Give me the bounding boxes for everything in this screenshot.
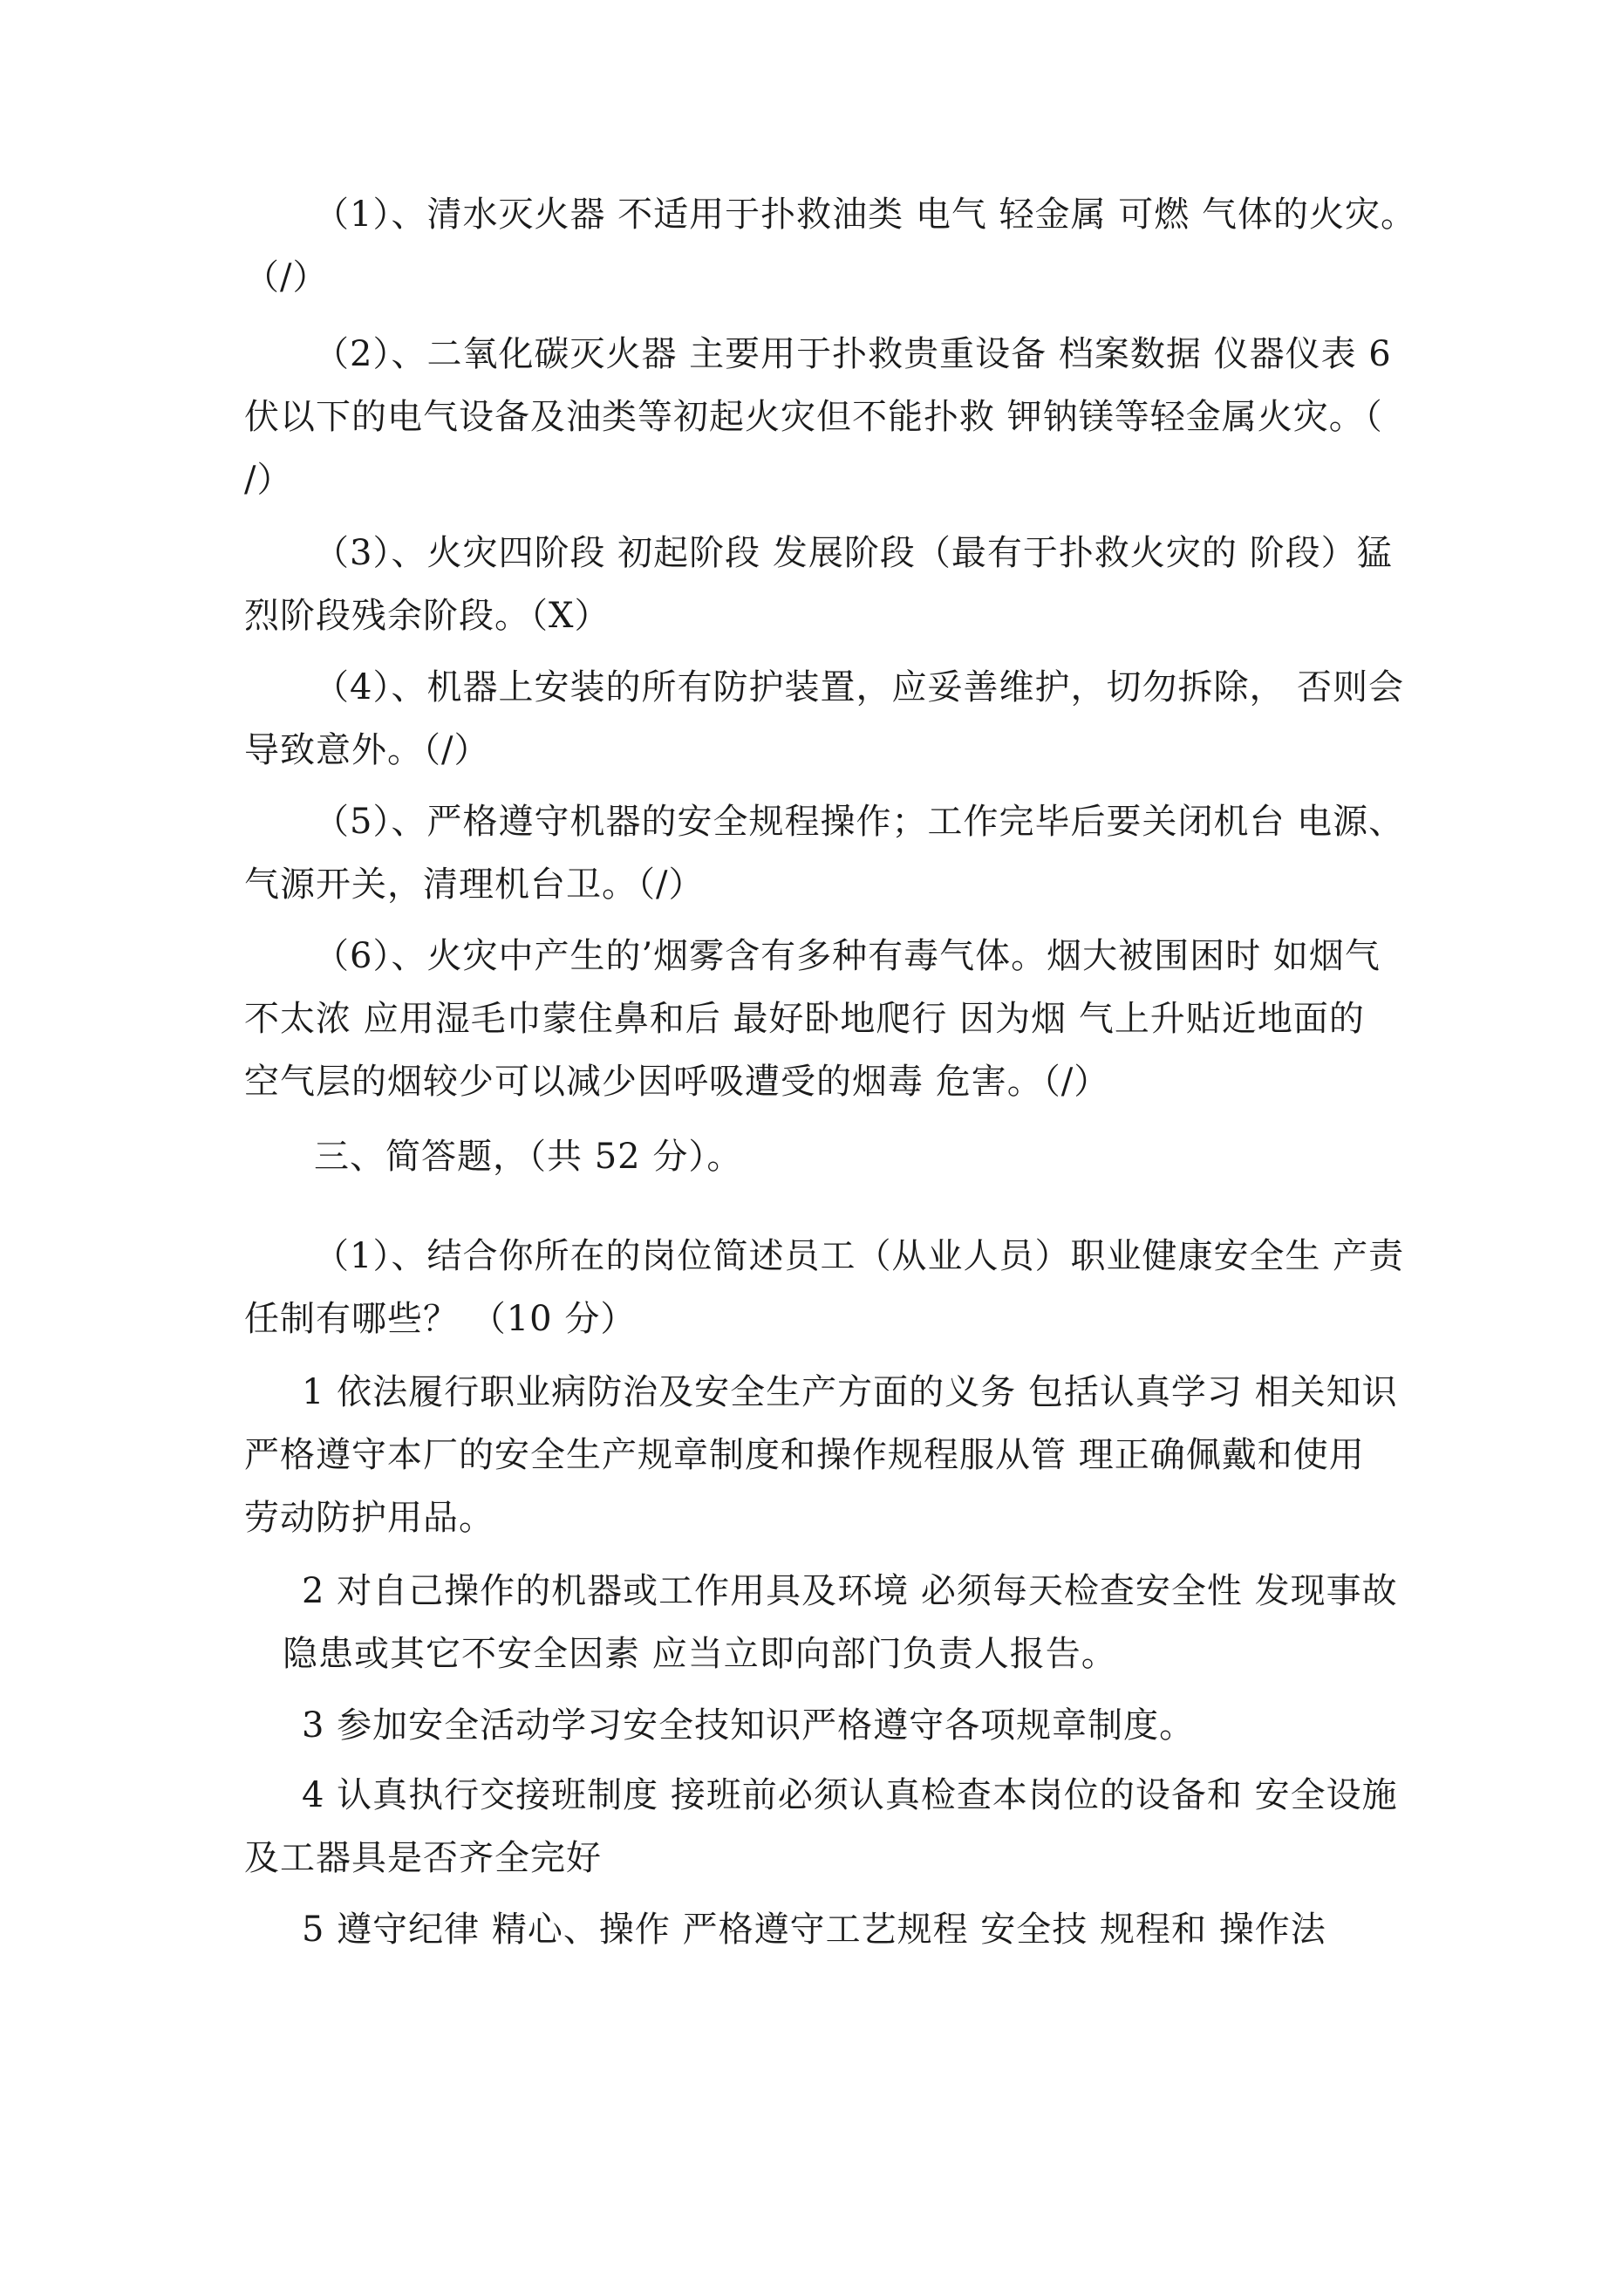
judgment-item-6-line-2: 不太浓 应用湿毛巾蒙住鼻和后 最好卧地爬行 因为烟 气上升贴近地面的	[244, 999, 1365, 1039]
judgment-item-1-line-2: （/）	[244, 257, 329, 297]
judgment-item-2	[244, 323, 1413, 511]
judgment-item-3-line-2: 烈阶段残余阶段。（X）	[244, 596, 610, 636]
answer-2	[244, 1560, 1413, 1685]
question-1	[244, 1225, 1413, 1350]
judgment-item-4	[244, 656, 1413, 782]
answer-5-line-1: 5 遵守纪律 精心、操作 严格遵守工艺规程 安全技 规程和 操作法	[302, 1910, 1326, 1950]
judgment-item-5-line-1: （5）、严格遵守机器的安全规程操作；工作完毕后要关闭机台 电源、	[314, 802, 1405, 842]
section-heading	[244, 1125, 1413, 1188]
answer-1-line-2: 严格遵守本厂的安全生产规章制度和操作规程服从管 理正确佩戴和使用	[244, 1435, 1365, 1475]
judgment-item-2-line-3: /）	[244, 460, 293, 500]
section-heading-text: 三、简答题，（共 52 分）。	[314, 1137, 743, 1177]
answer-2-line-1: 2 对自己操作的机器或工作用具及环境 必须每天检查安全性 发现事故	[302, 1571, 1398, 1611]
answer-4	[244, 1764, 1413, 1889]
answer-1	[244, 1361, 1413, 1549]
answer-4-line-2: 及工器具是否齐全完好	[244, 1838, 602, 1878]
answer-2-line-2: 隐患或其它不安全因素 应当立即向部门负责人报告。	[283, 1634, 1117, 1674]
answer-5	[244, 1898, 1413, 1961]
answer-1-line-1: 1 依法履行职业病防治及安全生产方面的义务 包括认真学习 相关知识	[302, 1372, 1398, 1412]
question-1-line-2: 任制有哪些？ （10 分）	[244, 1299, 637, 1339]
answer-3	[244, 1694, 1413, 1757]
judgment-item-1-line-1: （1）、清水灭火器 不适用于扑救油类 电气 轻金属 可燃 气体的火灾。	[314, 195, 1417, 235]
answer-3-line-1: 3 参加安全活动学习安全技知识严格遵守各项规章制度。	[302, 1705, 1196, 1746]
answer-1-line-3: 劳动防护用品。	[244, 1498, 494, 1538]
question-1-line-1: （1）、结合你所在的岗位简述员工（从业人员）职业健康安全生 产责	[314, 1236, 1405, 1276]
answer-4-line-1: 4 认真执行交接班制度 接班前必须认真检查本岗位的设备和 安全设施	[302, 1775, 1398, 1815]
judgment-item-6	[244, 925, 1413, 1113]
judgment-item-5-line-2: 气源开关，清理机台卫。（/）	[244, 864, 705, 905]
judgment-item-6-line-1: （6）、火灾中产生的’烟雾含有多种有毒气体。烟大被围困时 如烟气	[314, 936, 1381, 976]
judgment-item-2-line-2: 伏以下的电气设备及油类等初起火灾但不能扑救 钾钠镁等轻金属火灾。（	[244, 397, 1383, 437]
judgment-item-2-line-1: （2）、二氧化碳灭火器 主要用于扑救贵重设备 档案数据 仪器仪表 6	[314, 334, 1392, 374]
judgment-item-5	[244, 790, 1413, 916]
judgment-item-1	[244, 183, 1417, 309]
judgment-item-4-line-2: 导致意外。（/）	[244, 730, 490, 770]
judgment-item-6-line-3: 空气层的烟较少可以减少因呼吸遭受的烟毒 危害。（/）	[244, 1062, 1110, 1102]
judgment-item-4-line-1: （4）、机器上安装的所有防护装置，应妥善维护，切勿拆除， 否则会	[314, 667, 1405, 707]
judgment-item-3	[244, 522, 1413, 647]
judgment-item-3-line-1: （3）、火灾四阶段 初起阶段 发展阶段（最有于扑救火灾的 阶段）猛	[314, 533, 1393, 573]
